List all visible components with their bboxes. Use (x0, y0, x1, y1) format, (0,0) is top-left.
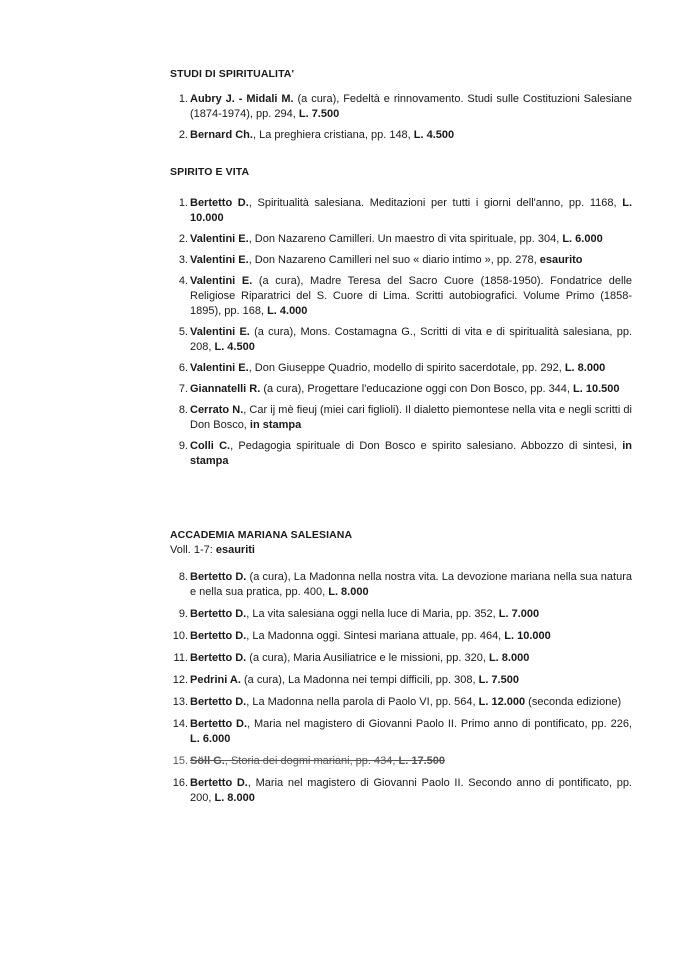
book-entry (170, 439, 632, 469)
book-entry (170, 607, 632, 622)
entry-number: 14. (172, 718, 188, 730)
entry-description: , La preghiera cristiana, pp. 148, (252, 129, 414, 141)
book-list (170, 196, 632, 469)
entry-price: L. 12.000 (478, 696, 526, 708)
entry-status: esaurito (539, 254, 583, 266)
entry-price: L. 4.500 (413, 129, 455, 141)
entry-price: L. 8.000 (488, 652, 530, 664)
entry-price: L. 7.000 (498, 608, 540, 620)
entry-author: Pedrini A. (190, 674, 241, 686)
entry-author: Bertetto D. (190, 571, 247, 583)
entry-number: 12. (172, 674, 188, 686)
book-entry (170, 92, 632, 122)
entry-number: 10. (172, 630, 188, 642)
entry-price: L. 10.000 (504, 630, 551, 642)
entry-author: Aubry J. - Midali M. (190, 93, 294, 105)
entry-description: , La Madonna nella parola di Paolo VI, pp. 564, (246, 696, 479, 708)
book-entry (170, 196, 632, 226)
entry-description: , Don Giuseppe Quadrio, modello di spirito sacerdotale, pp. 292, (248, 362, 565, 374)
entry-number: 9. (178, 440, 188, 452)
book-list (170, 570, 632, 806)
section-title: ACCADEMIA MARIANA SALESIANA (170, 529, 353, 541)
entry-price: L. 4.500 (214, 341, 255, 353)
entry-description: , Maria nel magistero di Giovanni Paolo II. Primo anno di pontificato, pp. 226, (247, 718, 632, 730)
book-entry (170, 651, 632, 666)
entry-author: Bertetto D. (190, 718, 248, 730)
book-entry (170, 325, 632, 355)
entry-price: L. 6.000 (562, 233, 603, 245)
entry-author: Cerrato N. (190, 404, 244, 416)
entry-price: L. 10.000 (190, 197, 632, 224)
entry-description: , Spiritualità salesiana. Meditazioni per tutti i giorni dell'anno, pp. 1168, (248, 197, 623, 209)
entry-price: L. 8.000 (328, 586, 369, 598)
entry-description: , Pedagogia spirituale di Don Bosco e spirito salesiano. Abbozzo di sintesi, (230, 440, 623, 452)
entry-author: Valentini E. (190, 254, 249, 266)
entry-description: , Don Nazareno Camilleri. Un maestro di vita spirituale, pp. 304, (248, 233, 563, 245)
entry-number: 9. (178, 608, 188, 620)
book-entry (170, 695, 632, 710)
entry-author: Söll G. (190, 755, 225, 767)
entry-author: Colli C. (190, 440, 231, 452)
entry-author: Valentini E. (190, 326, 250, 338)
book-entry (170, 776, 632, 806)
entry-description: , La Madonna oggi. Sintesi mariana attuale, pp. 464, (246, 630, 505, 642)
book-entry (170, 361, 632, 376)
book-entry (170, 629, 632, 644)
entry-author: Bertetto D. (190, 777, 248, 789)
book-entry (170, 570, 632, 600)
entry-number: 11. (173, 652, 188, 664)
entry-number: 1. (178, 197, 188, 209)
entry-price: L. 6.000 (190, 733, 231, 745)
entry-description: (a cura), Maria Ausiliatrice e le missioni, pp. 320, (246, 652, 489, 664)
entry-author: Bertetto D. (190, 696, 247, 708)
book-entry (170, 717, 632, 747)
entry-author: Bertetto D. (190, 630, 247, 642)
entry-description: (a cura), Progettare l'educazione oggi con Don Bosco, pp. 344, (260, 383, 574, 395)
book-entry-struck (170, 754, 632, 769)
entry-description: , Car ij mè fieuj (miei cari figlioli). Il dialetto piemontese nella vita e negli scritti di Don Bosco, (190, 404, 632, 431)
book-entry (170, 673, 632, 688)
book-entry (170, 232, 632, 247)
entry-description: , Maria nel magistero di Giovanni Paolo II. Secondo anno di pontificato, pp. 200, (190, 777, 632, 804)
section-studi-di-spiritualita (170, 67, 632, 143)
entry-number: 5. (178, 326, 188, 338)
entry-author: Bertetto D. (190, 197, 249, 209)
entry-author: Bernard Ch. (190, 129, 253, 141)
subtitle-status: esauriti (215, 544, 255, 556)
entry-status: in stampa (190, 440, 632, 467)
entry-number: 2. (178, 233, 188, 245)
section-subtitle (170, 543, 632, 558)
book-entry (170, 403, 632, 433)
entry-description: (a cura), Mons. Costamagna G., Scritti di vita e di spiritualità salesiana, pp. 208, (190, 326, 633, 353)
subtitle-label: Voll. 1-7: (170, 544, 216, 556)
entry-description: , La vita salesiana oggi nella luce di Maria, pp. 352, (246, 608, 499, 620)
entry-price: L. 8.000 (564, 362, 606, 374)
book-entry (170, 253, 632, 268)
entry-price: L. 7.500 (298, 108, 340, 120)
entry-number: 7. (178, 383, 188, 395)
entry-description: , Storia dei dogmi mariani, pp. 434, (224, 755, 399, 767)
entry-description: (a cura), La Madonna nei tempi difficili, pp. 308, (240, 674, 479, 686)
entry-number: 15. (172, 755, 188, 767)
section-title: SPIRITO E VITA (170, 166, 250, 178)
section-accademia-mariana-salesiana (170, 528, 632, 806)
entry-number: 16. (172, 777, 188, 789)
entry-number: 13. (172, 696, 188, 708)
section-title: STUDI DI SPIRITUALITA' (170, 68, 295, 80)
entry-status: in stampa (249, 419, 302, 431)
entry-author: Valentini E. (190, 275, 253, 287)
entry-author: Giannatelli R. (190, 383, 261, 395)
entry-author: Bertetto D. (190, 652, 247, 664)
book-entry (170, 382, 632, 397)
section-spirito-e-vita (170, 165, 632, 469)
entry-number: 1. (178, 93, 188, 105)
book-list (170, 92, 632, 143)
entry-price: L. 7.500 (478, 674, 519, 686)
entry-author: Valentini E. (190, 362, 249, 374)
book-entry (170, 128, 632, 143)
entry-number: 8. (178, 404, 188, 416)
entry-number: 3. (178, 254, 188, 266)
entry-number: 4. (178, 275, 188, 287)
entry-price: L. 4.000 (267, 305, 308, 317)
book-entry (170, 274, 632, 319)
entry-price: L. 8.000 (214, 792, 255, 804)
entry-description: (a cura), Fedeltà e rinnovamento. Studi sulle Costituzioni Salesiane (1874-1974), pp. 294, (190, 93, 632, 120)
entry-number: 8. (178, 571, 188, 583)
entry-edition-note: (seconda edizione) (525, 696, 622, 708)
entry-author: Bertetto D. (190, 608, 247, 620)
entry-number: 2. (178, 129, 188, 141)
entry-description: (a cura), La Madonna nella nostra vita. La devozione mariana nella sua natura e nella sua pratica, pp. 400, (190, 571, 632, 598)
entry-price: L. 10.500 (573, 383, 620, 395)
entry-number: 6. (178, 362, 188, 374)
entry-price: L. 17.500 (398, 755, 445, 767)
entry-author: Valentini E. (190, 233, 249, 245)
entry-description: (a cura), Madre Teresa del Sacro Cuore (1858-1950). Fondatrice delle Religiose Riparatrici del S. Cuore di Lima. Scritti autobiografici. Volume Primo (1858-1895), pp. 168, (190, 275, 633, 317)
entry-description: , Don Nazareno Camilleri nel suo « diario intimo », pp. 278, (248, 254, 540, 266)
